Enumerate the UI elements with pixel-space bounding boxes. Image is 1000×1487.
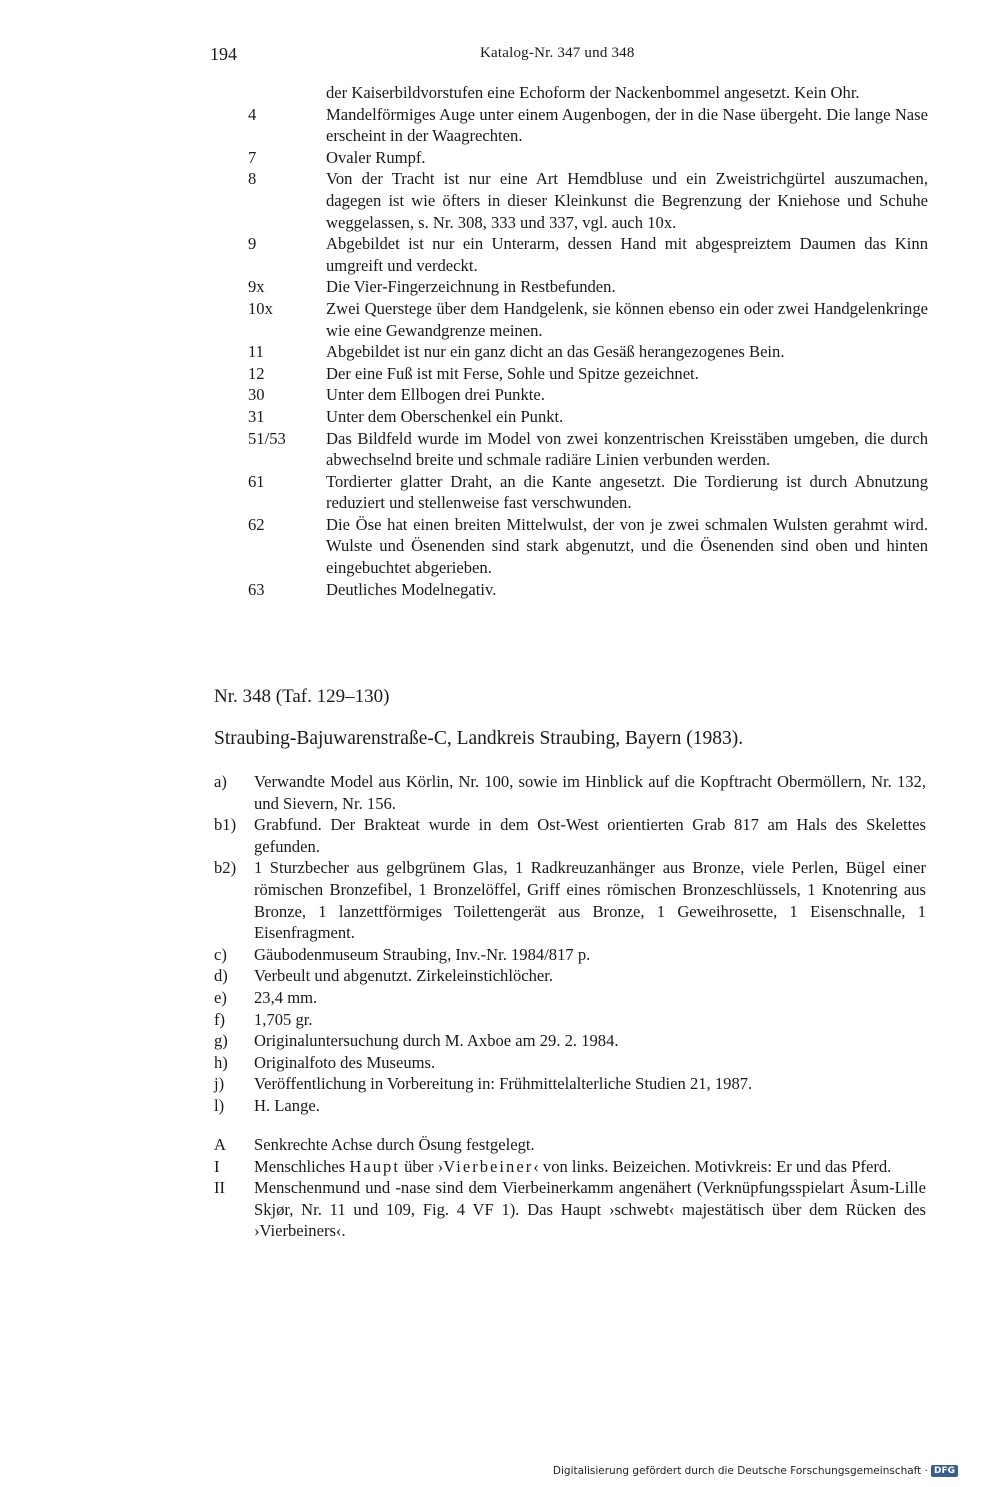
field-key: d)	[214, 966, 228, 986]
field-key: l)	[214, 1095, 225, 1115]
field-row	[214, 1009, 926, 1031]
spaced-term-vierbeiner: Vierbeiner	[443, 1156, 534, 1176]
analysis-key: A	[214, 1135, 226, 1154]
field-key: a)	[214, 772, 227, 791]
field-text: Grabfund. Der Brakteat wurde in dem Ost-West orientierten Grab 817 am Hals des Skelettes gefunden.	[254, 815, 926, 856]
field-row	[214, 771, 926, 814]
note-text: Unter dem Ellbogen drei Punkte.	[326, 385, 545, 405]
note-text: Unter dem Oberschenkel ein Punkt.	[326, 406, 564, 426]
running-header: Katalog-Nr. 347 und 348	[480, 45, 635, 61]
analysis-text: Menschenmund und -nase sind dem Vierbeinerkamm angenähert (Verknüpfungsspielart Åsum-Lille Skjør, Nr. 11 und 109, Fig. 4 VF 1). Das Haupt ›schwebt‹ majestätisch über dem Rücken des ›Vierbeiners‹.	[254, 1178, 926, 1241]
note-row	[248, 363, 928, 385]
note-text: Abgebildet ist nur ein ganz dicht an das Gesäß herangezogenes Bein.	[326, 342, 785, 362]
note-row	[248, 233, 928, 276]
analysis-section	[214, 1134, 926, 1242]
note-number: 12	[248, 363, 265, 383]
field-row	[214, 857, 926, 943]
note-row	[248, 147, 928, 169]
note-number: 9x	[248, 277, 265, 297]
field-text: Veröffentlichung in Vorbereitung in: Frühmittelalterliche Studien 21, 1987.	[254, 1074, 753, 1094]
site-heading: Straubing-Bajuwarenstraße-C, Landkreis Straubing, Bayern (1983).	[214, 728, 744, 749]
analysis-row	[214, 1134, 926, 1156]
field-row	[214, 1030, 926, 1052]
note-text: Von der Tracht ist nur eine Art Hemdbluse und ein Zweistrichgürtel auszumachen, dagegen ist wie öfters in dieser Kleinkunst die Begrenzung der Kniehose und Schuhe weggelassen, s. Nr. 308, 333 und 337, vgl. auch 10x.	[326, 169, 928, 232]
note-row	[248, 341, 928, 363]
field-key: g)	[214, 1031, 228, 1051]
page-number: 194	[210, 44, 237, 64]
catalog-fields	[214, 771, 926, 1117]
note-number: 63	[248, 579, 265, 599]
note-row	[248, 579, 928, 601]
field-row	[214, 814, 926, 857]
field-key: e)	[214, 987, 227, 1007]
note-row	[248, 104, 928, 147]
field-text: 1 Sturzbecher aus gelbgrünem Glas, 1 Radkreuzanhänger aus Bronze, viele Perlen, Bügel einer römischen Bronzefibel, 1 Bronzelöffel, Griff eines römischen Bronzeschlüssels, 1 Knotenring aus Bronze, 1 lanzettförmiges Toilettengerät aus Bronze, 1 Geweihrosette, 1 Eisenschnalle, 1 Eisenfragment.	[254, 858, 926, 943]
analysis-text-part: ‹ von links. Beizeichen. Motivkreis: Er und das Pferd.	[533, 1156, 892, 1176]
field-key: f)	[214, 1009, 226, 1029]
field-key: b1)	[214, 815, 237, 835]
field-key: c)	[214, 944, 227, 964]
field-row	[214, 987, 926, 1009]
entry-title: Nr. 348 (Taf. 129–130)	[214, 686, 390, 707]
note-text: Ovaler Rumpf.	[326, 147, 426, 167]
field-text: Verwandte Model aus Körlin, Nr. 100, sowie im Hinblick auf die Kopftracht Obermöllern, Nr. 132, und Sievern, Nr. 156.	[254, 772, 926, 813]
note-text: Tordierter glatter Draht, an die Kante angesetzt. Die Tordierung ist durch Abnutzung reduziert und stellenweise fast verschwunden.	[326, 471, 928, 513]
field-text: Originalfoto des Museums.	[254, 1052, 436, 1072]
note-number: 7	[248, 147, 257, 167]
analysis-text-part: Menschliches	[254, 1156, 350, 1176]
note-row	[248, 406, 928, 428]
field-text: H. Lange.	[254, 1095, 320, 1115]
note-text: Das Bildfeld wurde im Model von zwei konzentrischen Kreisstäben umgeben, die durch abwechselnd breite und schmale radiäre Linien verbunden werden.	[326, 428, 928, 470]
note-text: Zwei Querstege über dem Handgelenk, sie können ebenso ein oder zwei Handgelenkringe wie eine Gewandgrenze meinen.	[326, 298, 928, 340]
note-row	[248, 428, 928, 471]
field-key: b2)	[214, 858, 237, 878]
note-row	[248, 276, 928, 298]
field-text: 23,4 mm.	[254, 987, 318, 1007]
note-text: Abgebildet ist nur ein Unterarm, dessen Hand mit abgespreiztem Daumen das Kinn umgreift und verdeckt.	[326, 234, 928, 275]
note-row	[248, 514, 928, 579]
note-text: der Kaiserbildvorstufen eine Echoform der Nackenbommel angesetzt. Kein Ohr.	[326, 83, 860, 102]
note-text: Der eine Fuß ist mit Ferse, Sohle und Spitze gezeichnet.	[326, 363, 699, 383]
dfg-logo: DFG	[931, 1465, 958, 1477]
note-text: Die Vier-Fingerzeichnung in Restbefunden.	[326, 277, 616, 297]
analysis-text	[254, 1156, 926, 1178]
field-text: Originaluntersuchung durch M. Axboe am 29. 2. 1984.	[254, 1031, 619, 1051]
field-row	[214, 1052, 926, 1074]
note-text: Mandelförmiges Auge unter einem Augenbogen, der in die Nase übergeht. Die lange Nase erscheint in der Waagrechten.	[326, 104, 928, 146]
note-number: 51/53	[248, 428, 286, 448]
notes-list	[248, 82, 928, 600]
note-number: 10x	[248, 298, 273, 318]
note-text: Die Öse hat einen breiten Mittelwulst, der von je zwei schmalen Wulsten gerahmt wird. Wulste und Ösenenden sind stark abgenutzt, und die Ösenenden sind oben und hinten eingebuchtet abgerieben.	[326, 514, 928, 578]
note-row	[248, 384, 928, 406]
credit-text: Digitalisierung gefördert durch die Deutsche Forschungsgemeinschaft ·	[552, 1465, 928, 1477]
analysis-row	[214, 1177, 926, 1242]
field-key: j)	[214, 1074, 225, 1094]
note-row	[248, 82, 928, 104]
field-text: Gäubodenmuseum Straubing, Inv.-Nr. 1984/817 p.	[254, 944, 591, 964]
field-key: h)	[214, 1052, 228, 1072]
digitization-credit	[553, 1465, 958, 1477]
note-number: 31	[248, 406, 265, 426]
field-text: 1,705 gr.	[254, 1009, 313, 1029]
analysis-text-part: über ›	[399, 1156, 444, 1176]
field-row	[214, 1073, 926, 1095]
field-row	[214, 944, 926, 966]
note-row	[248, 298, 928, 341]
spaced-term-haupt: Haupt	[349, 1156, 400, 1176]
analysis-row	[214, 1156, 926, 1178]
note-number: 8	[248, 169, 257, 189]
note-row	[248, 168, 928, 233]
note-number: 11	[248, 342, 264, 362]
note-text: Deutliches Modelnegativ.	[326, 579, 497, 599]
field-row	[214, 965, 926, 987]
field-text: Verbeult und abgenutzt. Zirkeleinstichlöcher.	[254, 966, 554, 986]
note-number: 4	[248, 104, 257, 124]
field-row	[214, 1095, 926, 1117]
analysis-key: II	[214, 1178, 226, 1198]
note-number: 62	[248, 514, 265, 534]
note-number: 9	[248, 234, 257, 254]
note-number: 61	[248, 471, 265, 491]
note-number: 30	[248, 385, 265, 405]
analysis-text: Senkrechte Achse durch Ösung festgelegt.	[254, 1135, 535, 1154]
note-row	[248, 471, 928, 514]
analysis-key: I	[214, 1156, 220, 1176]
